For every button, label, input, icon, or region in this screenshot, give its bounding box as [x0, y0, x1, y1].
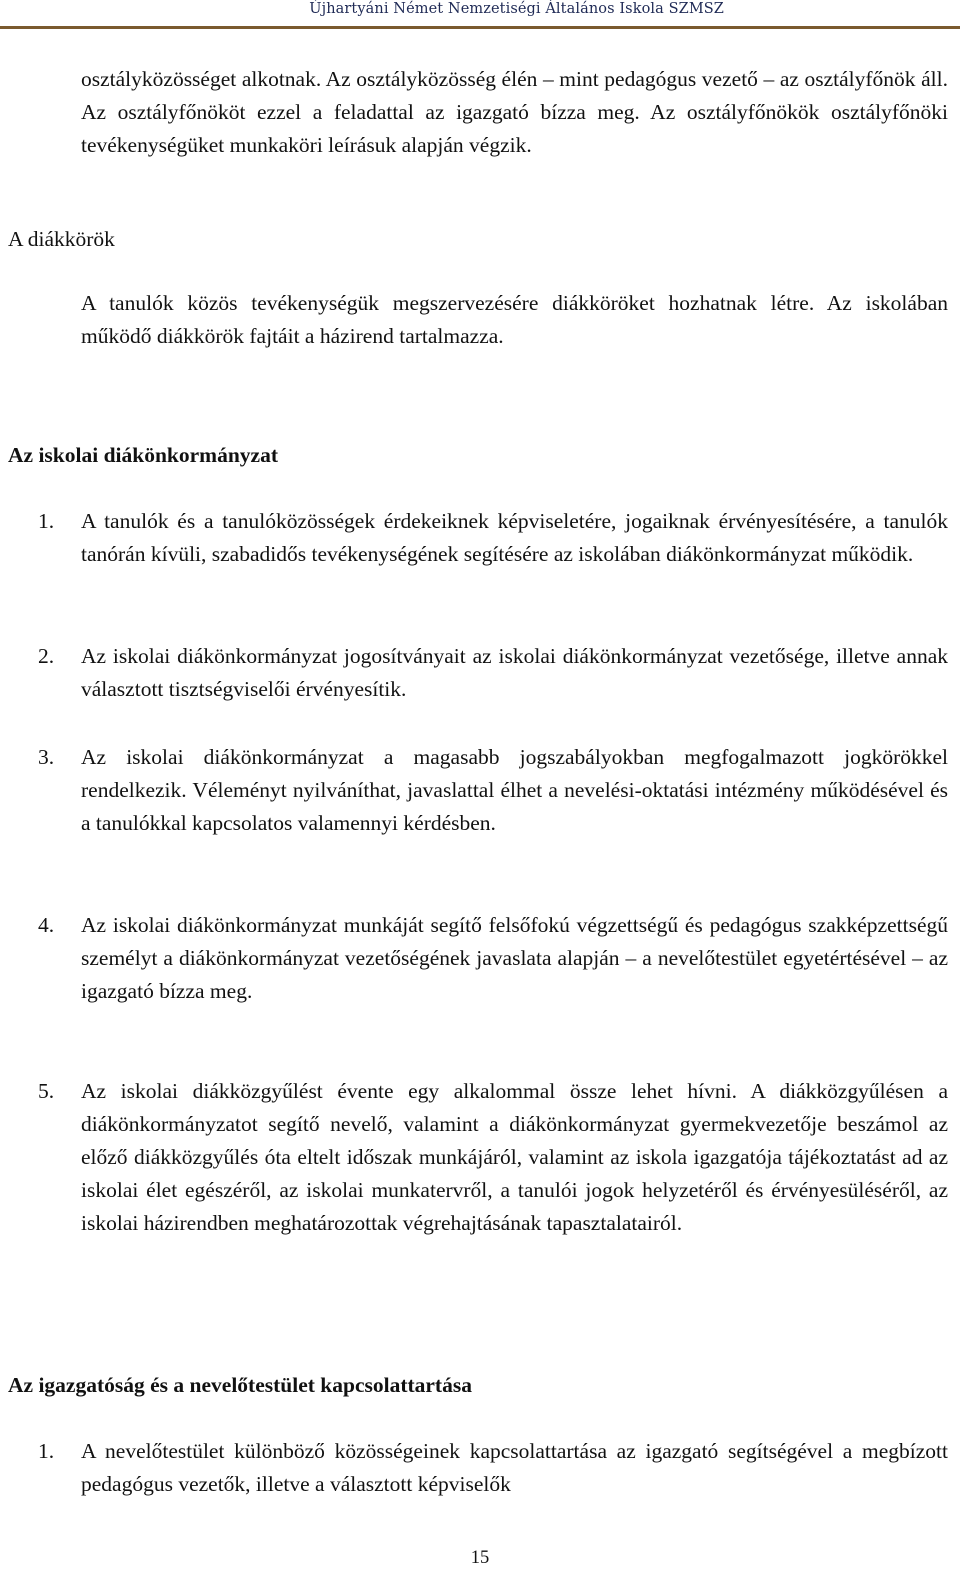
heading-diakkorok: A diákkörök: [8, 227, 115, 251]
list-item: A tanulók és a tanulóközösségek érdekeiknek képviseletére, jogaiknak érvényesítésére, a tanulók tanórán kívüli, szabadidős tevékenységének segítésére az iskolában diákönkormányzat működik.: [81, 509, 948, 566]
list-item: A nevelőtestület különböző közösségeinek kapcsolattartása az igazgató segítségével a megbízott pedagógus vezetők, illetve a választott képviselők: [81, 1439, 948, 1496]
diakkorok-paragraph: A tanulók közös tevékenységük megszervezésére diákköröket hozhatnak létre. Az iskolában működő diákkörök fajtáit a házirend tartalmazza.: [81, 291, 948, 348]
item-number: 1.: [38, 1439, 55, 1463]
item-number: 5.: [38, 1079, 55, 1103]
item-number: 1.: [38, 509, 55, 533]
item-number: 4.: [38, 913, 55, 937]
list-item: Az iskolai diákönkormányzat a magasabb jogszabályokban megfogalmazott jogkörökkel rendelkezik. Véleményt nyilváníthat, javaslattal élhet a nevelési-oktatási intézmény működésével és a tanulókkal kapcsolatos valamennyi kérdésben.: [81, 745, 948, 835]
header-divider: [0, 26, 960, 29]
item-number: 3.: [38, 745, 55, 769]
item-number: 2.: [38, 644, 55, 668]
page-header: [0, 0, 960, 32]
page-number: 15: [470, 1548, 490, 1568]
heading-diakonkormanyzat: Az iskolai diákönkormányzat: [8, 443, 278, 467]
list-item: Az iskolai diákönkormányzat munkáját segítő felsőfokú végzettségű és pedagógus szakképzettségű személyt a diákönkormányzat vezetőségének javaslata alapján – a nevelőtestület egyetértésével – az igazgató bízza meg.: [81, 913, 948, 1003]
list-item: Az iskolai diákközgyűlést évente egy alkalommal össze lehet hívni. A diákközgyűlésen a diákönkormányzatot segítő nevelő, valamint a diákönkormányzat gyermekvezetője beszámol az előző diákközgyűlés óta eltelt időszak munkájáról, valamint az iskola igazgatója tájékoztatást ad az iskolai élet egészéről, az iskolai munkatervről, a tanulói jogok helyzetéről és érvényesüléséről, az iskolai házirendben meghatározottak végrehajtásának tapasztalatairól.: [81, 1079, 948, 1235]
intro-paragraph: osztályközösséget alkotnak. Az osztályközösség élén – mint pedagógus vezető – az osztályfőnök áll. Az osztályfőnököt ezzel a feladattal az igazgató bízza meg. Az osztályfőnökök osztályfőnöki tevékenységüket munkaköri leírásuk alapján végzik.: [81, 67, 948, 157]
header-title: Újhartyáni Német Nemzetiségi Általános Iskola SZMSZ: [309, 1, 724, 17]
list-item: Az iskolai diákönkormányzat jogosítványait az iskolai diákönkormányzat vezetősége, illetve annak választott tisztségviselői érvényesítik.: [81, 644, 948, 701]
heading-igazgatosag: Az igazgatóság és a nevelőtestület kapcsolattartása: [8, 1373, 472, 1397]
